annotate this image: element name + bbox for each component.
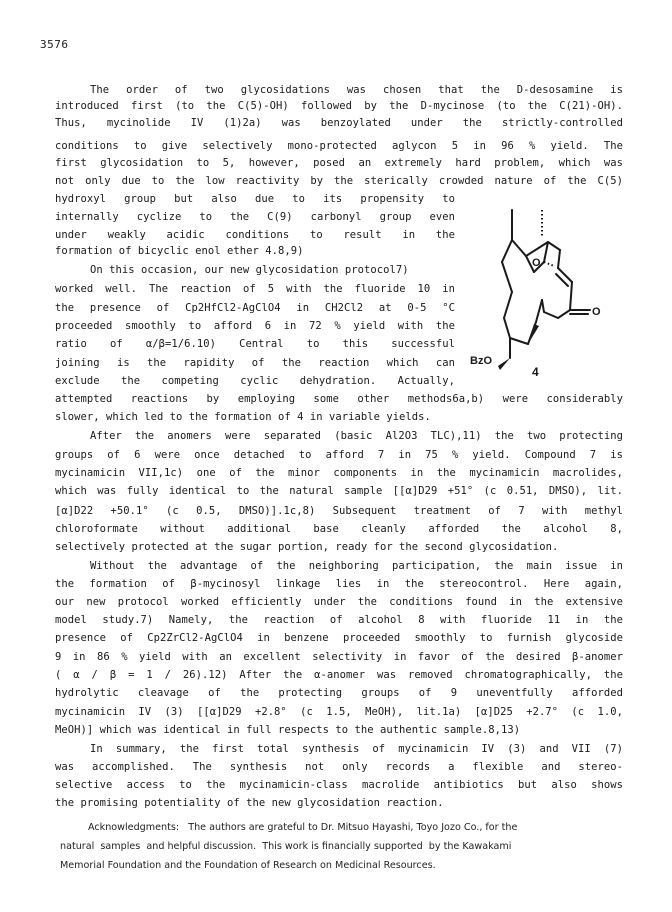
text-line: under weakly acidic conditions to result in the	[55, 229, 455, 241]
text-line: not only due to the low reactivity by the sterically crowded nature of the C(5)	[55, 175, 623, 187]
text-line: mycinamicin IV (3) [[α]D29 +2.8° (c 1.5, MeOH), lit.1a) [α]D25 +2.7° (c 1.0,	[55, 706, 623, 718]
wedge-bond	[498, 358, 510, 370]
text-line: formation of bicyclic enol ether 4.8,9)	[55, 245, 304, 257]
text-line: 9 in 86 % yield with an excellent selectivity in favor of the desired β-anomer	[55, 651, 623, 663]
ack-line: Memorial Foundation and the Foundation of Research on Medicinal Resources.	[60, 860, 436, 871]
page-number: 3576	[40, 38, 69, 51]
text-line: In summary, the first total synthesis of mycinamicin IV (3) and VII (7)	[90, 743, 623, 755]
text-line: worked well. The reaction of 5 with the fluoride 10 in	[55, 283, 455, 295]
text-line: Thus, mycinolide IV (1)2a) was benzoylated under the strictly-controlled	[55, 117, 623, 129]
dashed-bond	[544, 262, 554, 266]
text-line: selective access to the mycinamicin-class macrolide antibiotics but also shows	[55, 779, 623, 791]
text-line: selectively protected at the sugar portion, ready for the second glycosidation.	[55, 541, 559, 553]
bond	[558, 268, 572, 282]
text-line: The order of two glycosidations was chosen that the D-desosamine is	[90, 84, 623, 96]
ack-line: natural samples and helpful discussion. This work is financially supported by the Kawakami	[60, 841, 512, 852]
text-line: our new protocol worked efficiently under the conditions found in the extensive	[55, 596, 623, 608]
bond	[548, 242, 560, 250]
bond	[502, 240, 512, 262]
bond	[504, 292, 512, 318]
wedge-bond	[528, 324, 539, 344]
text-line: hydroxyl group but also due to its propensity to	[55, 193, 455, 205]
bond	[558, 250, 560, 268]
text-line: After the anomers were separated (basic Al2O3 TLC),11) the two protecting	[90, 430, 623, 442]
bond	[510, 338, 528, 344]
text-line: first glycosidation to 5, however, posed an extremely hard problem, which was	[55, 157, 623, 169]
bond	[544, 312, 558, 318]
text-line: MeOH)] which was identical in full respects to the authentic sample.8,13)	[55, 724, 521, 736]
text-line: slower, which led to the formation of 4 in variable yields.	[55, 411, 431, 423]
bzo-label: BzO	[470, 355, 492, 367]
ring-oxygen-label: O	[532, 257, 541, 269]
text-line: internally cyclize to the C(9) carbonyl group even	[55, 211, 455, 223]
bond	[512, 240, 526, 256]
text-line: the presence of Cp2HfCl2-AgClO4 in CH2Cl2 at 0-5 °C	[55, 302, 455, 314]
text-line: ratio of α/β=1/6.10) Central to this successful	[55, 338, 455, 350]
bond	[558, 310, 570, 318]
text-line: Without the advantage of the neighboring participation, the main issue in	[90, 560, 623, 572]
chemical-structure-4	[470, 200, 620, 380]
text-line: conditions to give selectively mono-protected aglycon 5 in 96 % yield. The	[55, 140, 623, 152]
text-line: mycinamicin VII,1c) one of the minor components in the mycinamicin macrolides,	[55, 467, 623, 479]
text-line: model study.7) Namely, the reaction of alcohol 8 with fluoride 11 in the	[55, 614, 623, 626]
text-line: proceeded smoothly to afford 6 in 72 % yield with the	[55, 320, 455, 332]
text-line: presence of Cp2ZrCl2-AgClO4 in benzene proceeded smoothly to furnish glycoside	[55, 632, 623, 644]
bond	[570, 282, 572, 310]
bond	[542, 300, 544, 312]
text-line: [α]D22 +50.1° (c 0.5, DMSO)].1c,8) Subsequent treatment of 7 with methyl	[55, 505, 623, 517]
text-line: the formation of β-mycinosyl linkage lies in the stereocontrol. Here again,	[55, 578, 623, 590]
text-line: which was fully identical to the natural sample [[α]D29 +51° (c 0.51, DMSO), lit.	[55, 485, 623, 497]
text-line: attempted reactions by employing some other methods6a,b) were considerably	[55, 393, 623, 405]
text-line: the promising potentiality of the new glycosidation reaction.	[55, 797, 444, 809]
bond	[502, 262, 512, 292]
bond	[536, 300, 542, 322]
text-line: was accomplished. The synthesis not only records a flexible and stereo-	[55, 761, 623, 773]
text-line: chloroformate without additional base cleanly afforded the alcohol 8,	[55, 523, 623, 535]
text-line: introduced first (to the C(5)-OH) followed by the D-mycinose (to the C(21)-OH).	[55, 100, 623, 112]
bond	[504, 318, 510, 338]
text-line: ( α / β = 1 / 26).12) After the α-anomer was removed chromatographically, the	[55, 669, 623, 681]
text-line: On this occasion, our new glycosidation protocol7)	[90, 264, 409, 276]
text-line: groups of 6 were once detached to afford 7 in 75 % yield. Compound 7 is	[55, 449, 623, 461]
text-line: exclude the competing cyclic dehydration. Actually,	[55, 375, 455, 387]
text-line: joining is the rapidity of the reaction which can	[55, 357, 455, 369]
text-line: hydrolytic cleavage of the protecting groups of 9 uneventfully afforded	[55, 687, 623, 699]
carbonyl-oxygen-label: O	[592, 306, 601, 318]
ack-line: Acknowledgments: The authors are grateful to Dr. Mitsuo Hayashi, Toyo Jozo Co., for the	[88, 822, 518, 833]
compound-number: 4	[532, 365, 539, 379]
